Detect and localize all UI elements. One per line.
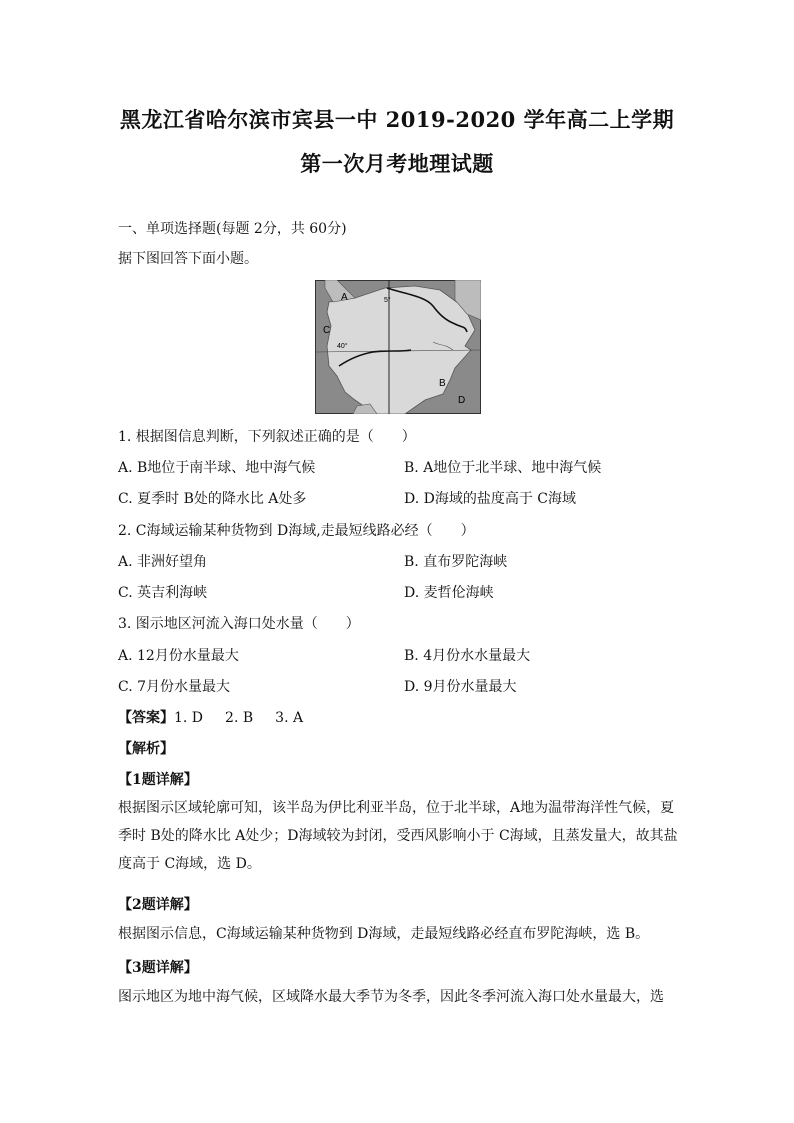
question-1-stem: 1. 根据图信息判断，下列叙述正确的是（ ） bbox=[118, 429, 416, 445]
question-2-option-d: D. 麦哲伦海峡 bbox=[404, 585, 494, 601]
question-2-stem: 2. C海域运输某种货物到 D海域,走最短线路必经（ ） bbox=[118, 523, 475, 539]
map-label-b: B bbox=[439, 378, 446, 389]
question-3-option-b: B. 4月份水水量最大 bbox=[404, 648, 531, 664]
question-3-option-c: C. 7月份水量最大 bbox=[118, 679, 231, 695]
analysis-label: 【解析】 bbox=[118, 741, 174, 757]
question-2-option-a: A. 非洲好望角 bbox=[118, 554, 208, 570]
answer-1: 1. D bbox=[174, 710, 204, 726]
question-3-stem: 3. 图示地区河流入海口处水量（ ） bbox=[118, 616, 360, 632]
answer-row bbox=[118, 707, 325, 727]
question-1-option-b: B. A地位于北半球、地中海气候 bbox=[404, 460, 602, 476]
map-label-d: D bbox=[458, 395, 466, 406]
question-3-option-a: A. 12月份水量最大 bbox=[118, 648, 239, 664]
answer-label: 【答案】 bbox=[118, 710, 174, 726]
section-heading: 一、单项选择题(每题 2分，共 60分) bbox=[118, 221, 347, 237]
detail-2-label: 【2题详解】 bbox=[118, 897, 198, 913]
question-1-option-a: A. B地位于南半球、地中海气候 bbox=[118, 460, 316, 476]
iberia-map bbox=[315, 280, 481, 414]
map-label-c: C bbox=[323, 325, 331, 336]
map-label-longitude: 5° bbox=[384, 297, 391, 304]
question-3-option-d: D. 9月份水量最大 bbox=[404, 679, 517, 695]
detail-3-text: 图示地区为地中海气候，区域降水最大季节为冬季，因此冬季河流入海口处水量最大，选 bbox=[118, 989, 664, 1005]
title-line-1: 黑龙江省哈尔滨市宾县一中 2019-2020 学年高二上学期 bbox=[119, 107, 675, 132]
detail-2-text: 根据图示信息，C海域运输某种货物到 D海域，走最短线路必经直布罗陀海峡，选 B。 bbox=[118, 926, 650, 942]
answer-3: 3. A bbox=[275, 710, 304, 726]
question-1-option-d: D. D海域的盐度高于 C海域 bbox=[404, 491, 577, 507]
answer-2: 2. B bbox=[225, 710, 254, 726]
question-1-option-c: C. 夏季时 B处的降水比 A处多 bbox=[118, 491, 307, 507]
question-2-option-b: B. 直布罗陀海峡 bbox=[404, 554, 508, 570]
detail-3-label: 【3题详解】 bbox=[118, 960, 198, 976]
map-label-latitude: 40° bbox=[337, 343, 348, 350]
detail-1-label: 【1题详解】 bbox=[118, 772, 198, 788]
intro-text: 据下图回答下面小题。 bbox=[118, 251, 258, 267]
map-label-a: A bbox=[341, 292, 348, 303]
title-line-2: 第一次月考地理试题 bbox=[300, 151, 494, 176]
question-2-option-c: C. 英吉利海峡 bbox=[118, 585, 208, 601]
detail-1-text: 根据图示区域轮廓可知，该半岛为伊比利亚半岛，位于北半球，A地为温带海洋性气候，夏季时 B处的降水比 A处少；D海域较为封闭，受西风影响小于 C海域，且蒸发量大，故其盐度高于 C海域，选 D。 bbox=[118, 800, 678, 872]
